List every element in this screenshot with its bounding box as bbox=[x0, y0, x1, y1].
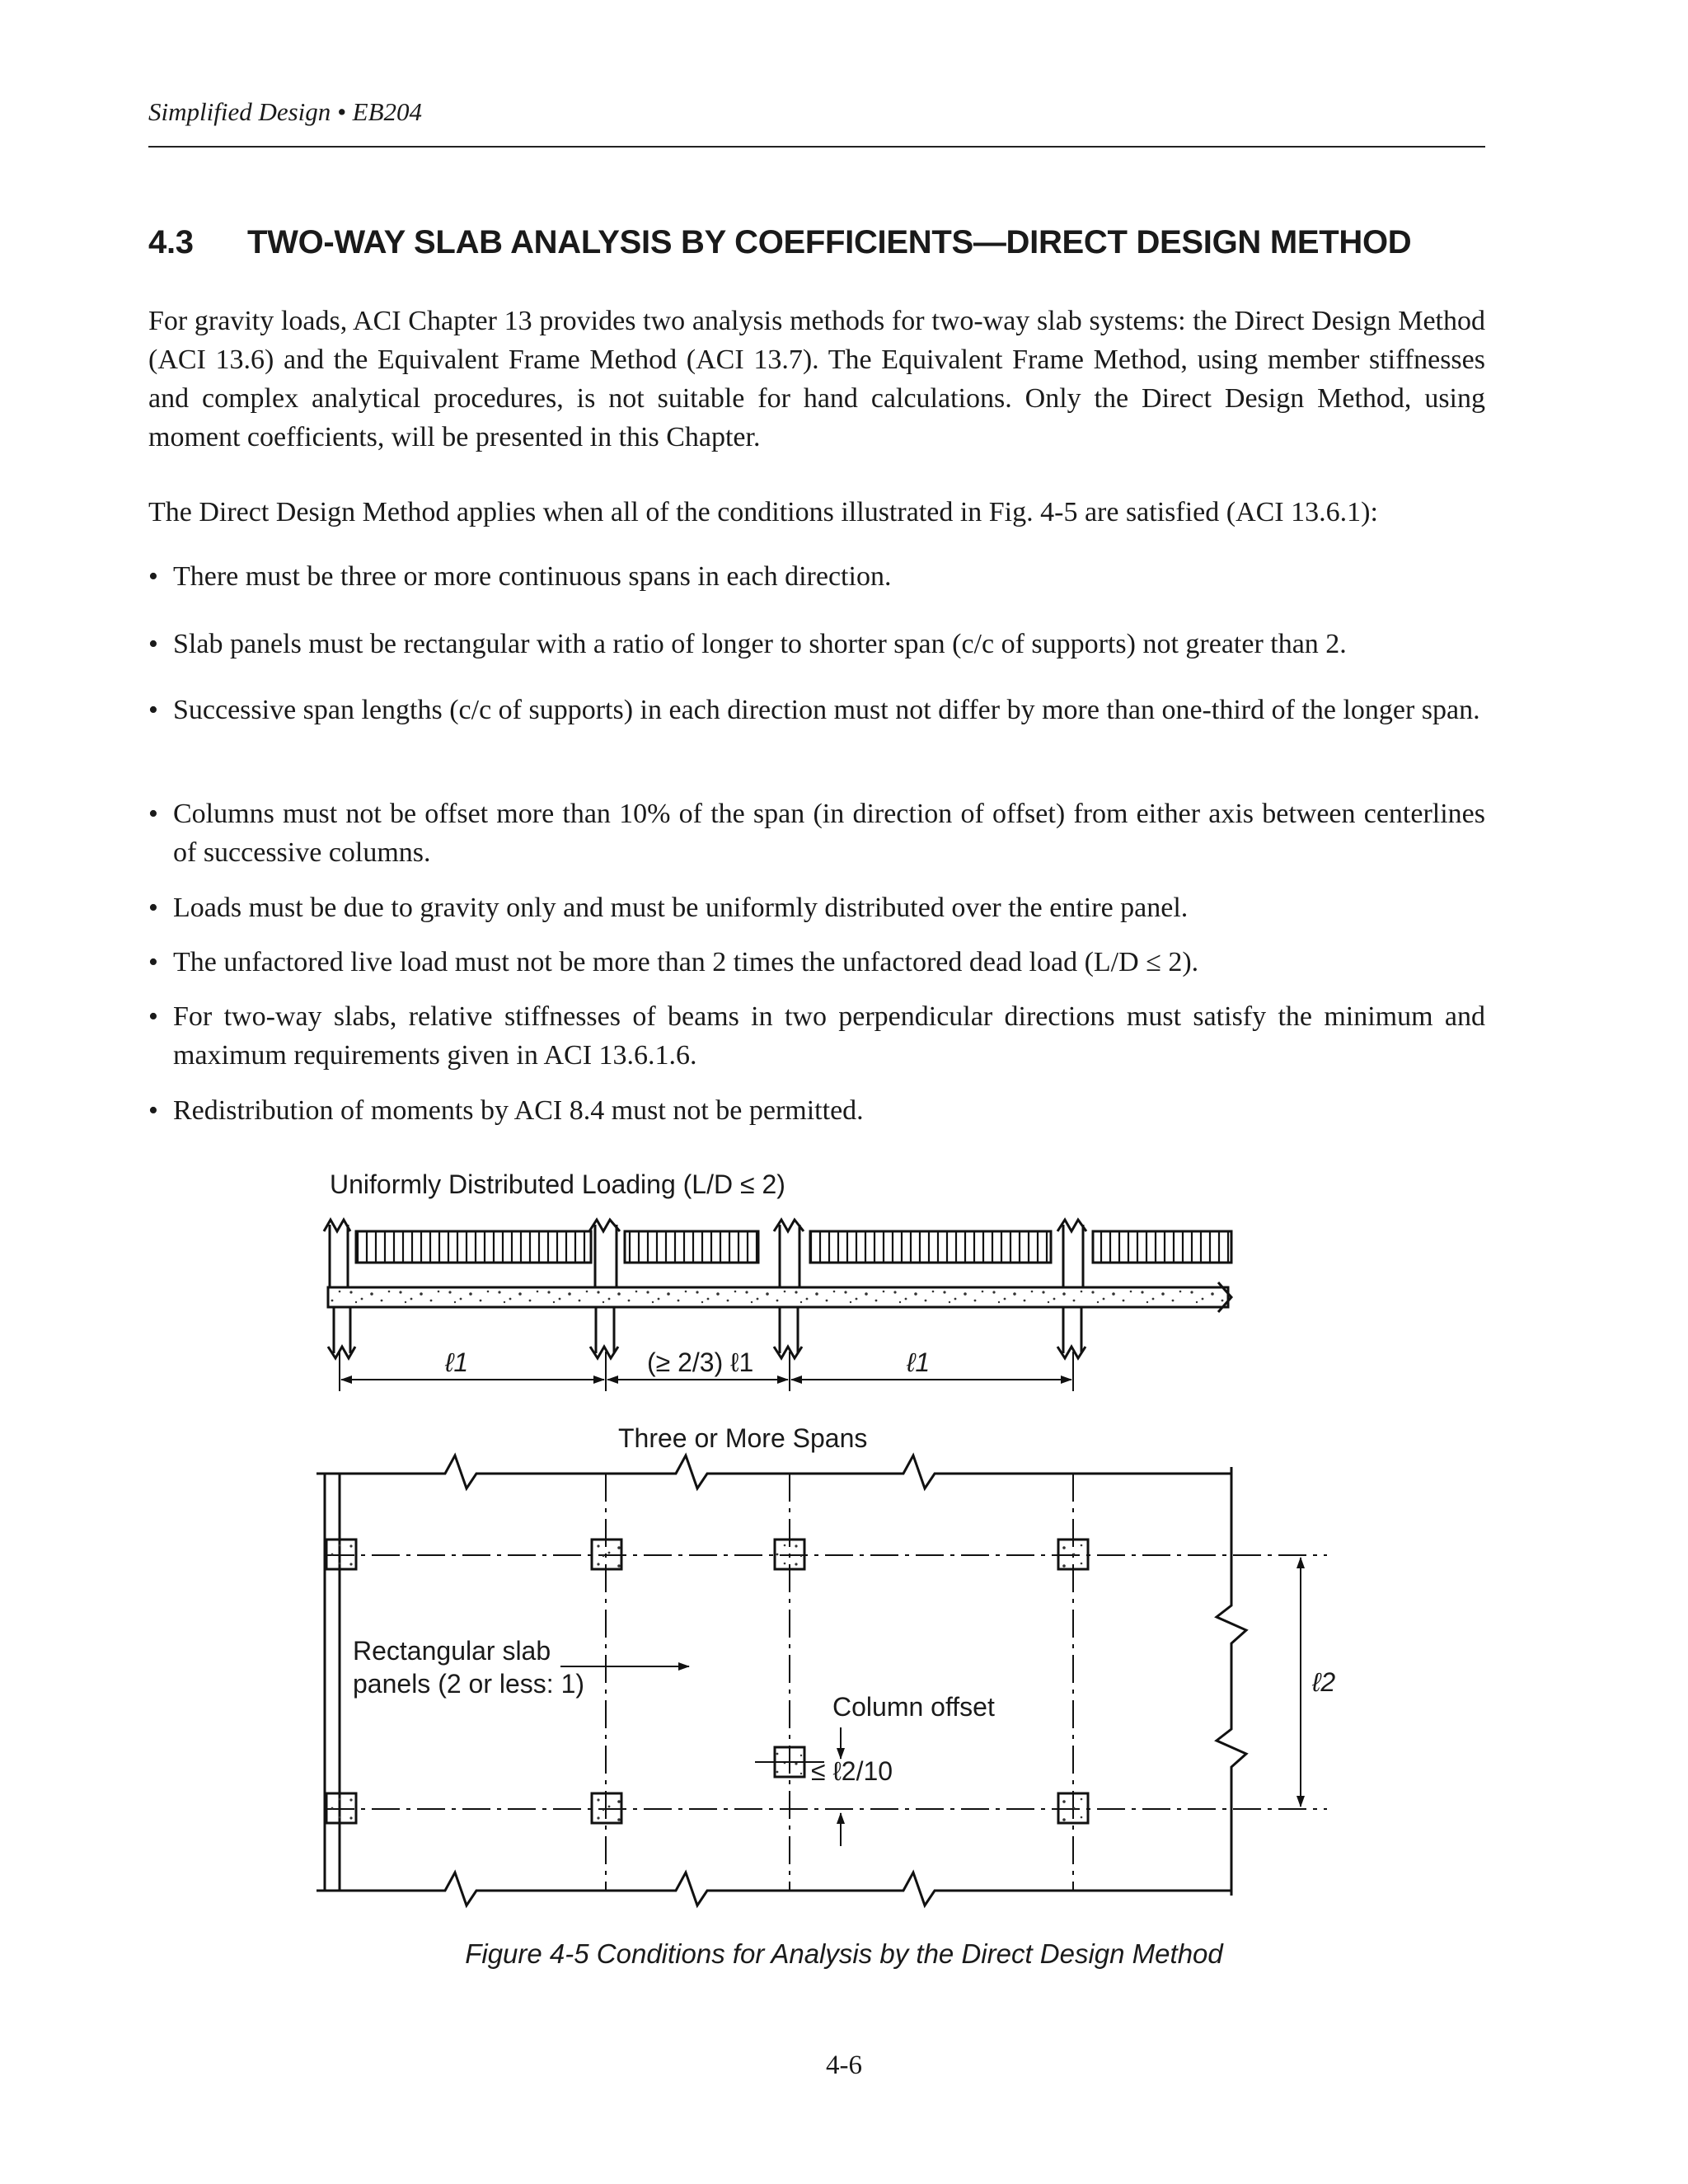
bullet-symbol: • bbox=[148, 629, 158, 659]
column bbox=[1058, 1793, 1088, 1823]
l2-label: ℓ2 bbox=[1312, 1667, 1336, 1697]
spans-label: Three or More Spans bbox=[618, 1423, 868, 1453]
column bbox=[1058, 1540, 1088, 1569]
load-label: Uniformly Distributed Loading (L/D ≤ 2) bbox=[330, 1169, 785, 1199]
conditions-paragraph: The Direct Design Method applies when all of the conditions illustrated in Fig. 4-5 are satisfied (ACI 13.6.1): bbox=[148, 497, 1378, 527]
page-number: 4-6 bbox=[826, 2050, 862, 2080]
panel-label-line1: Rectangular slab bbox=[353, 1636, 551, 1666]
figure-caption: Figure 4-5 Conditions for Analysis by the Direct Design Method bbox=[465, 1938, 1223, 1969]
list-item-text: Redistribution of moments by ACI 8.4 must not be permitted. bbox=[173, 1095, 864, 1126]
list-item-text: There must be three or more continuous spans in each direction. bbox=[173, 561, 892, 592]
panel-label-line2: panels (2 or less: 1) bbox=[353, 1669, 585, 1699]
column bbox=[326, 1793, 356, 1823]
column bbox=[592, 1793, 621, 1823]
bullet-symbol: • bbox=[148, 695, 158, 725]
bullet-symbol: • bbox=[148, 893, 158, 923]
offset-limit: ≤ ℓ2/10 bbox=[811, 1756, 893, 1786]
bullet-symbol: • bbox=[148, 561, 158, 592]
intro-paragraph: For gravity loads, ACI Chapter 13 provides two analysis methods for two-way slab systems: the Direct Design Method (ACI 13.6) and the Equivalent Frame Method (ACI 13.7). The Equivalent Frame Method, using member stiffnesses and complex analytical procedures, is not suitable for hand calculations. Only the Direct Design Method, using moment coefficients, will be presented in this Chapter. bbox=[148, 306, 1485, 452]
list-item-text: Slab panels must be rectangular with a ratio of longer to shorter span (c/c of supports) not greater than 2. bbox=[173, 629, 1347, 659]
column bbox=[326, 1540, 356, 1569]
bullet-symbol: • bbox=[148, 1095, 158, 1126]
list-item-text: For two-way slabs, relative stiffnesses of beams in two perpendicular directions must satisfy the minimum and maximum requirements given in ACI 13.6.1.6. bbox=[173, 1001, 1485, 1071]
section-title: TWO-WAY SLAB ANALYSIS BY COEFFICIENTS—DIRECT DESIGN METHOD bbox=[247, 224, 1412, 260]
span-label-2: (≥ 2/3) ℓ1 bbox=[647, 1347, 754, 1377]
bullet-symbol: • bbox=[148, 799, 158, 829]
column bbox=[775, 1540, 804, 1569]
bullet-symbol: • bbox=[148, 947, 158, 977]
running-head: Simplified Design • EB204 bbox=[148, 97, 423, 126]
span-label-1: ℓ1 bbox=[445, 1347, 469, 1377]
section-number: 4.3 bbox=[148, 224, 194, 260]
list-item-text: The unfactored live load must not be more than 2 times the unfactored dead load (L/D ≤ 2). bbox=[173, 947, 1199, 977]
list-item-text: Columns must not be offset more than 10% of the span (in direction of offset) from either axis between centerlines of successive columns. bbox=[173, 799, 1485, 868]
span-label-3: ℓ1 bbox=[907, 1347, 931, 1377]
uniform-load-blocks bbox=[356, 1231, 1231, 1263]
offset-label: Column offset bbox=[832, 1692, 995, 1722]
bullet-symbol: • bbox=[148, 1001, 158, 1032]
list-item-text: Loads must be due to gravity only and must be uniformly distributed over the entire panel. bbox=[173, 893, 1189, 923]
list-item-text: Successive span lengths (c/c of supports) in each direction must not differ by more than one-third of the longer span. bbox=[173, 695, 1480, 725]
column bbox=[592, 1540, 621, 1569]
